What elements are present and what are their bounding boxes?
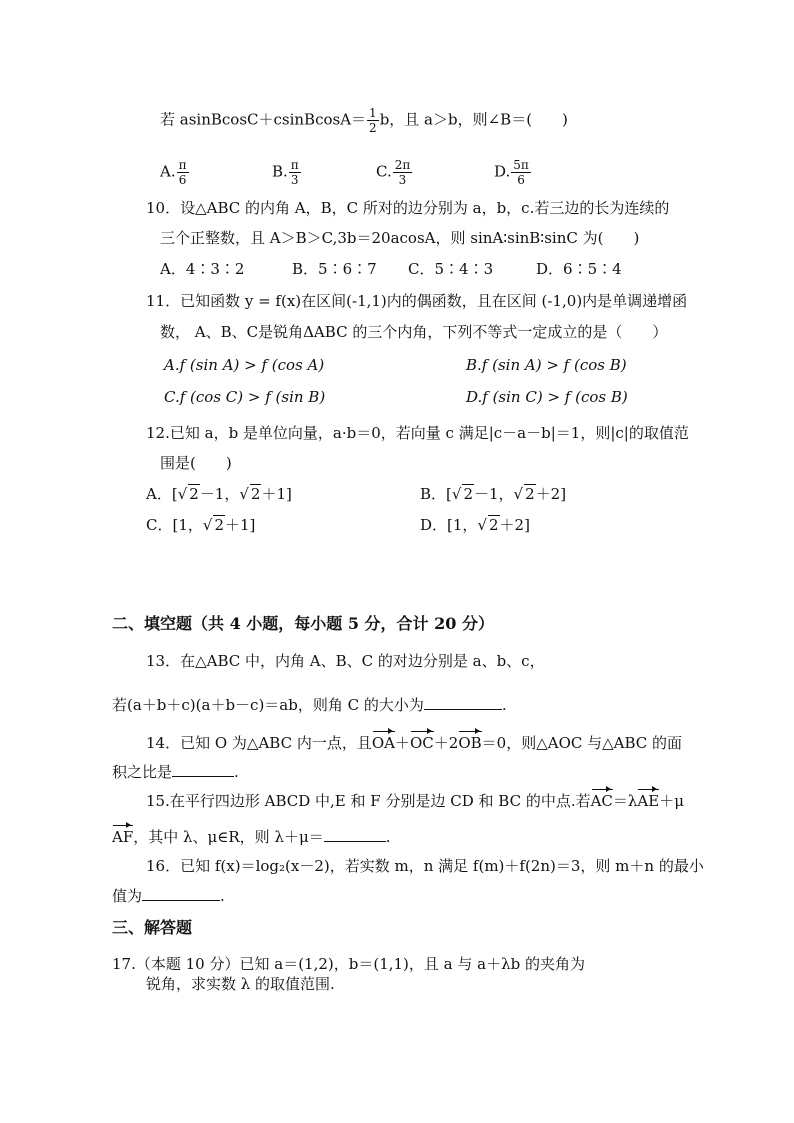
q15-vector-af: AF bbox=[112, 828, 134, 846]
q9-opt-a-den: 6 bbox=[178, 173, 187, 187]
q16-answer-blank[interactable] bbox=[142, 886, 220, 901]
q14-vector-oa: OA bbox=[371, 734, 395, 752]
q12-opt-c-sqrt: 2 bbox=[214, 516, 224, 534]
q9-frac-den: 2 bbox=[369, 121, 377, 135]
q12-opt-b-mid: －1， bbox=[474, 485, 514, 503]
q13-end: . bbox=[501, 696, 507, 714]
q14-line1 bbox=[146, 733, 682, 753]
q15-answer-blank[interactable] bbox=[324, 827, 386, 842]
q14-line2 bbox=[112, 762, 239, 782]
q9-suffix: b，且 a＞b，则∠B＝( ) bbox=[379, 110, 568, 129]
q14-text2: 积之比是 bbox=[112, 763, 173, 781]
q12-opt-b-pre: B．[ bbox=[420, 485, 452, 503]
q15-vector-ac: AC bbox=[590, 792, 613, 810]
q13-answer-blank[interactable] bbox=[424, 695, 502, 710]
q15-line2 bbox=[112, 827, 390, 847]
q9-opt-c-label: C. bbox=[376, 162, 392, 181]
q12-opt-a-post: ＋1] bbox=[261, 485, 292, 503]
section-answer-heading: 三、解答题 bbox=[112, 918, 193, 937]
q9-opt-d-den: 6 bbox=[517, 173, 525, 187]
q12-option-a: A．[√ 2－1，√ 2＋1] bbox=[146, 485, 292, 503]
q12-line2: 围是( ) bbox=[160, 454, 232, 472]
q15-vector-ae: AE bbox=[637, 792, 660, 810]
q14-vector-oc: OC bbox=[410, 734, 434, 752]
q9-opt-b-frac bbox=[289, 158, 301, 187]
q12-opt-c-post: ＋1] bbox=[224, 516, 256, 534]
q15-pre: 15.在平行四边形 ABCD 中,E 和 F 分别是边 CD 和 BC 的中点.若 bbox=[146, 792, 591, 810]
q14-plus2: ＋2 bbox=[433, 734, 459, 752]
q12-line1: 12.已知 a，b 是单位向量，a·b＝0，若向量 c 满足|c－a－b|＝1，则|c|的取值范 bbox=[146, 424, 689, 442]
q12-opt-d-post: ＋2] bbox=[499, 516, 530, 534]
q11-option-b: B.f (sin A) > f (cos B) bbox=[466, 356, 627, 374]
q14-end: . bbox=[234, 763, 239, 781]
q9-stem bbox=[160, 106, 568, 135]
q9-opt-d-label: D. bbox=[494, 162, 511, 181]
q11-line1: 11．已知函数 y = f(x)在区间(-1,1)内的偶函数，且在区间 (-1,0)内是单调递增函 bbox=[146, 292, 688, 310]
q14-post: ＝0，则△AOC 与△ABC 的面 bbox=[481, 734, 683, 752]
q12-option-b: B．[√ 2－1，√ 2＋2] bbox=[420, 485, 567, 503]
q14-vector-ob: OB bbox=[458, 734, 482, 752]
q9-option-b bbox=[272, 158, 302, 187]
q12-opt-d-sqrt: 2 bbox=[489, 516, 499, 534]
q14-pre: 14．已知 O 为△ABC 内一点，且 bbox=[146, 734, 372, 752]
q15-end: . bbox=[385, 828, 391, 846]
q15-line1 bbox=[146, 791, 684, 811]
q9-opt-c-frac bbox=[393, 158, 413, 187]
q10-line2: 三个正整数，且 A＞B＞C,3b＝20acosA，则 sinA∶sinB∶sinC 为( ) bbox=[160, 229, 640, 247]
q10-line1: 10．设△ABC 的内角 A，B，C 所对的边分别为 a，b，c.若三边的长为连续的 bbox=[146, 199, 670, 217]
q15-mid: ＝λ bbox=[612, 792, 638, 810]
q9-opt-d-num: 5π bbox=[513, 158, 529, 172]
q12-option-d: D．[1，√ 2＋2] bbox=[420, 516, 530, 534]
q16-line2 bbox=[112, 886, 225, 906]
q9-opt-c-num: 2π bbox=[394, 158, 411, 172]
q17-line1: 17.（本题 10 分）已知 a＝(1,2)，b＝(1,1)，且 a 与 a＋λb 的夹角为 bbox=[112, 955, 585, 973]
q9-opt-b-label: B. bbox=[272, 162, 288, 181]
q12-opt-a-sqrt2: 2 bbox=[250, 485, 261, 503]
section-fill-in-heading: 二、填空题（共 4 小题，每小题 5 分，合计 20 分） bbox=[112, 614, 494, 633]
q9-option-c bbox=[376, 158, 413, 187]
q12-opt-d-pre: D．[1， bbox=[420, 516, 478, 534]
q13-text: 若(a＋b＋c)(a＋b－c)＝ab，则角 C 的大小为 bbox=[112, 696, 424, 714]
q16-text2: 值为 bbox=[112, 887, 143, 905]
q10-option-b: B．5∶6∶7 bbox=[292, 260, 377, 278]
q9-opt-c-den: 3 bbox=[398, 173, 407, 187]
q16-end: . bbox=[220, 887, 225, 905]
q12-opt-c-pre: C．[1， bbox=[146, 516, 203, 534]
q9-opt-a-label: A. bbox=[160, 162, 176, 181]
q12-opt-b-sqrt: 2 bbox=[463, 485, 473, 503]
q15-post: ＋μ bbox=[659, 792, 684, 810]
q9-opt-b-den: 3 bbox=[290, 173, 299, 187]
q12-opt-a-sqrt: 2 bbox=[189, 485, 199, 503]
q9-frac-num: 1 bbox=[369, 106, 377, 120]
q16-line1: 16．已知 f(x)＝log₂(x－2)，若实数 m，n 满足 f(m)＋f(2n)＝3，则 m＋n 的最小 bbox=[146, 857, 704, 875]
q13-line2 bbox=[112, 695, 507, 715]
q17-line2: 锐角，求实数 λ 的取值范围. bbox=[146, 975, 335, 993]
q9-opt-a-frac bbox=[177, 158, 189, 187]
q14-plus1: ＋ bbox=[394, 734, 410, 752]
q12-opt-a-mid: －1， bbox=[199, 485, 240, 503]
q9-prefix: 若 asinBcosC＋csinBcosA＝ bbox=[160, 110, 367, 129]
q9-opt-a-num: π bbox=[178, 158, 187, 172]
q9-option-a bbox=[160, 158, 190, 187]
q10-option-d: D．6∶5∶4 bbox=[536, 260, 622, 278]
q11-option-a: A.f (sin A) > f (cos A) bbox=[164, 356, 325, 374]
q15-text2: ，其中 λ、μ∈R，则 λ＋μ＝ bbox=[133, 828, 324, 846]
q12-opt-b-post: ＋2] bbox=[535, 485, 567, 503]
q9-opt-b-num: π bbox=[290, 158, 299, 172]
q11-option-c: C.f (cos C) > f (sin B) bbox=[164, 388, 326, 406]
q12-option-c: C．[1，√ 2＋1] bbox=[146, 516, 256, 534]
q12-opt-a-pre: A．[ bbox=[146, 485, 178, 503]
q9-option-d bbox=[494, 158, 532, 187]
q9-opt-d-frac bbox=[511, 158, 531, 187]
q10-option-a: A．4∶3∶2 bbox=[160, 260, 245, 278]
q13-line1: 13．在△ABC 中，内角 A、B、C 的对边分别是 a、b、c， bbox=[146, 652, 545, 670]
q11-option-d: D.f (sin C) > f (cos B) bbox=[466, 388, 628, 406]
q12-opt-b-sqrt2: 2 bbox=[525, 485, 535, 503]
q11-line2: 数， A、B、C是锐角ΔABC 的三个内角，下列不等式一定成立的是（ ） bbox=[160, 323, 668, 341]
q14-answer-blank[interactable] bbox=[172, 762, 234, 777]
q9-fraction bbox=[367, 106, 379, 135]
q10-option-c: C．5∶4∶3 bbox=[408, 260, 494, 278]
